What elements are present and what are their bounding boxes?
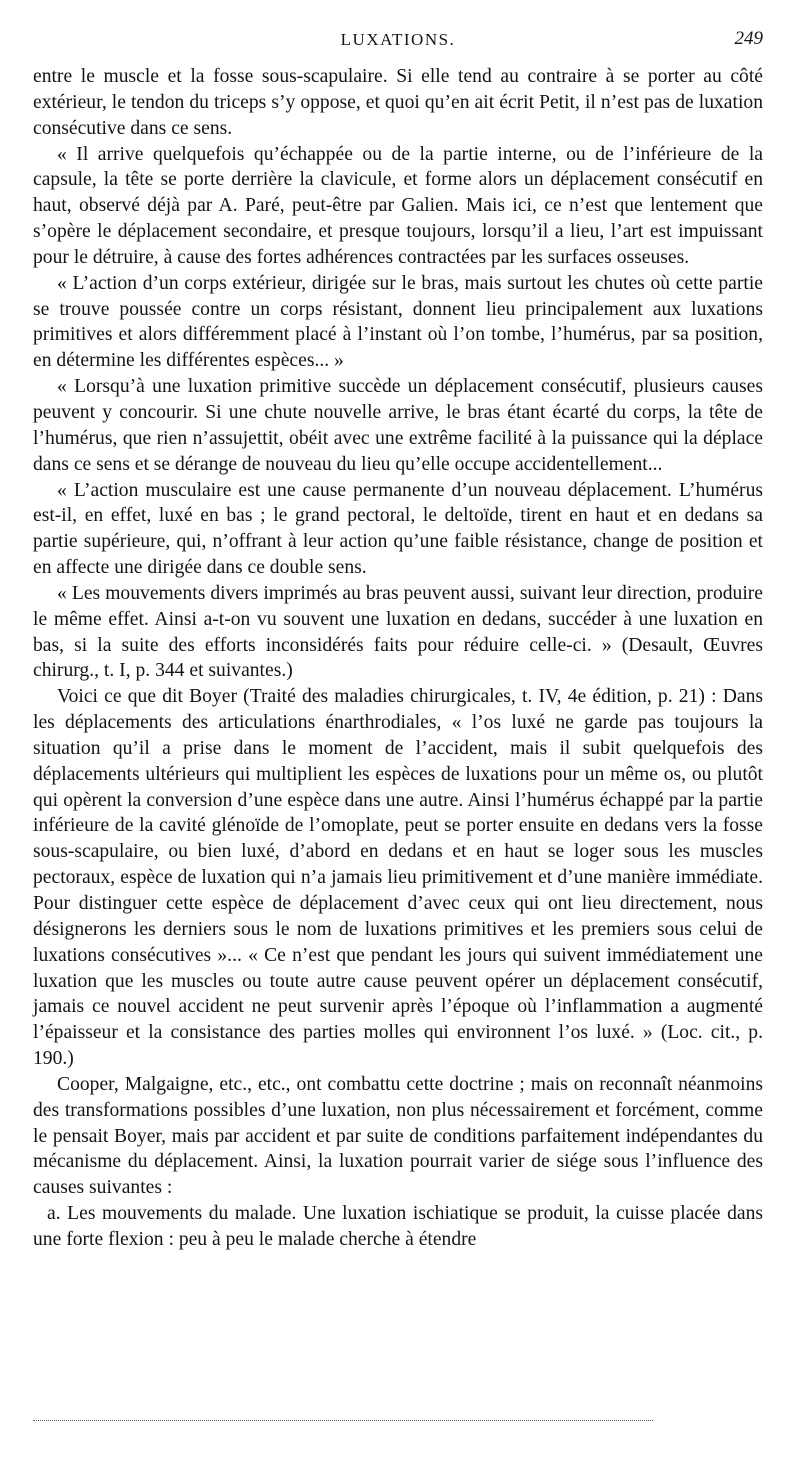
page-number: 249 <box>734 28 763 49</box>
paragraph: Cooper, Malgaigne, etc., etc., ont combattu cette doctrine ; mais on reconnaît néanmoins des transformations possibles d’une luxation, non plus nécessairement et forcément, comme le pensait Boyer, mais par accident et par suite de conditions parfaitement indépendantes du mécanisme du déplacement. Ainsi, la luxation pourrait varier de siége sous l’influence des causes suivantes : <box>33 1073 763 1199</box>
page <box>33 28 763 1253</box>
page-bottom-rule <box>33 1420 653 1423</box>
paragraph: « L’action d’un corps extérieur, dirigée sur le bras, mais surtout les chutes où cette partie se trouve poussée contre un corps résistant, donnent lieu principalement aux luxations primitives et alors différemment placé à l’instant où l’on tombe, l’humérus, par sa position, en détermine les différentes espèces... » <box>33 272 763 372</box>
page-header <box>33 28 763 52</box>
running-head: LUXATIONS. <box>340 30 456 49</box>
paragraph: « Les mouvements divers imprimés au bras peuvent aussi, suivant leur direction, produire le même effet. Ainsi a-t-on vu souvent une luxation en dedans, succéder à une luxation en bas, si la suite des efforts inconsidérés faits pour réduire celle-ci. » (Desault, Œuvres chirurg., t. I, p. 344 et suivantes.) <box>33 582 763 682</box>
paragraph: « L’action musculaire est une cause permanente d’un nouveau déplacement. L’humérus est-il, en effet, luxé en bas ; le grand pectoral, le deltoïde, tirent en haut et en dedans sa partie supérieure, qui, n’offrant à leur action qu’une faible résistance, change de position et en affecte une dirigée dans ce double sens. <box>33 479 763 579</box>
paragraph: a. Les mouvements du malade. Une luxation ischiatique se produit, la cuisse placée dans une forte flexion : peu à peu le malade cherche à étendre <box>33 1203 763 1250</box>
body-text <box>33 64 763 1253</box>
paragraph: « Lorsqu’à une luxation primitive succède un déplacement consécutif, plusieurs causes peuvent y concourir. Si une chute nouvelle arrive, le bras étant écarté du corps, la tête de l’humérus, que rien n’assujettit, obéit avec une extrême facilité à la puissance qui la déplace dans ce sens et se dérange de nouveau du lieu qu’elle occupe accidentellement... <box>33 376 763 475</box>
paragraph: entre le muscle et la fosse sous-scapulaire. Si elle tend au contraire à se porter au côté extérieur, le tendon du triceps s’y oppose, et quoi qu’en ait écrit Petit, il n’est pas de luxation consécutive dans ce sens. <box>33 66 763 139</box>
paragraph: « Il arrive quelquefois qu’échappée ou de la partie interne, ou de l’inférieure de la capsule, la tête se porte derrière la clavicule, et forme alors un déplacement consécutif en haut, observé déjà par A. Paré, peut-être par Galien. Mais ici, ce n’est que lentement que s’opère le déplacement secondaire, et presque toujours, lorsqu’il a lieu, l’art est impuissant pour le détruire, à cause des fortes adhérences contractées par les surfaces osseuses. <box>33 143 763 268</box>
paragraph: Voici ce que dit Boyer (Traité des maladies chirurgicales, t. IV, 4e édition, p. 21) : Dans les déplacements des articulations énarthrodiales, « l’os luxé ne garde pas toujours la situation qu’il a prise dans le moment de l’accident, mais il subit quelquefois des déplacements ultérieurs qui multiplient les espèces de luxations pour un même os, ou plutôt qui opèrent la conversion d’une espèce dans une autre. Ainsi l’humérus échappé par la partie inférieure de la cavité glénoïde de l’omoplate, peut se porter ensuite en dedans vers la fosse sous-scapulaire, ou bien luxé, d’abord en dedans et en haut se loger sous les muscles pectoraux, espèce de luxation qui n’a jamais lieu primitivement et d’une manière immédiate. Pour distinguer cette espèce de déplacement d’avec ceux qui ont lieu directement, nous désignerons les derniers sous le nom de luxations primitives et les premiers sous celui de luxations consécutives »... « Ce n’est que pendant les jours qui suivent immédiatement une luxation que les muscles ou toute autre cause peuvent opérer un déplacement consécutif, jamais ce nouvel accident ne peut survenir après l’époque où l’inflammation a augmenté l’épaisseur et la consistance des parties molles qui environnent l’os luxé. » (Loc. cit., p. 190.) <box>33 686 763 1070</box>
